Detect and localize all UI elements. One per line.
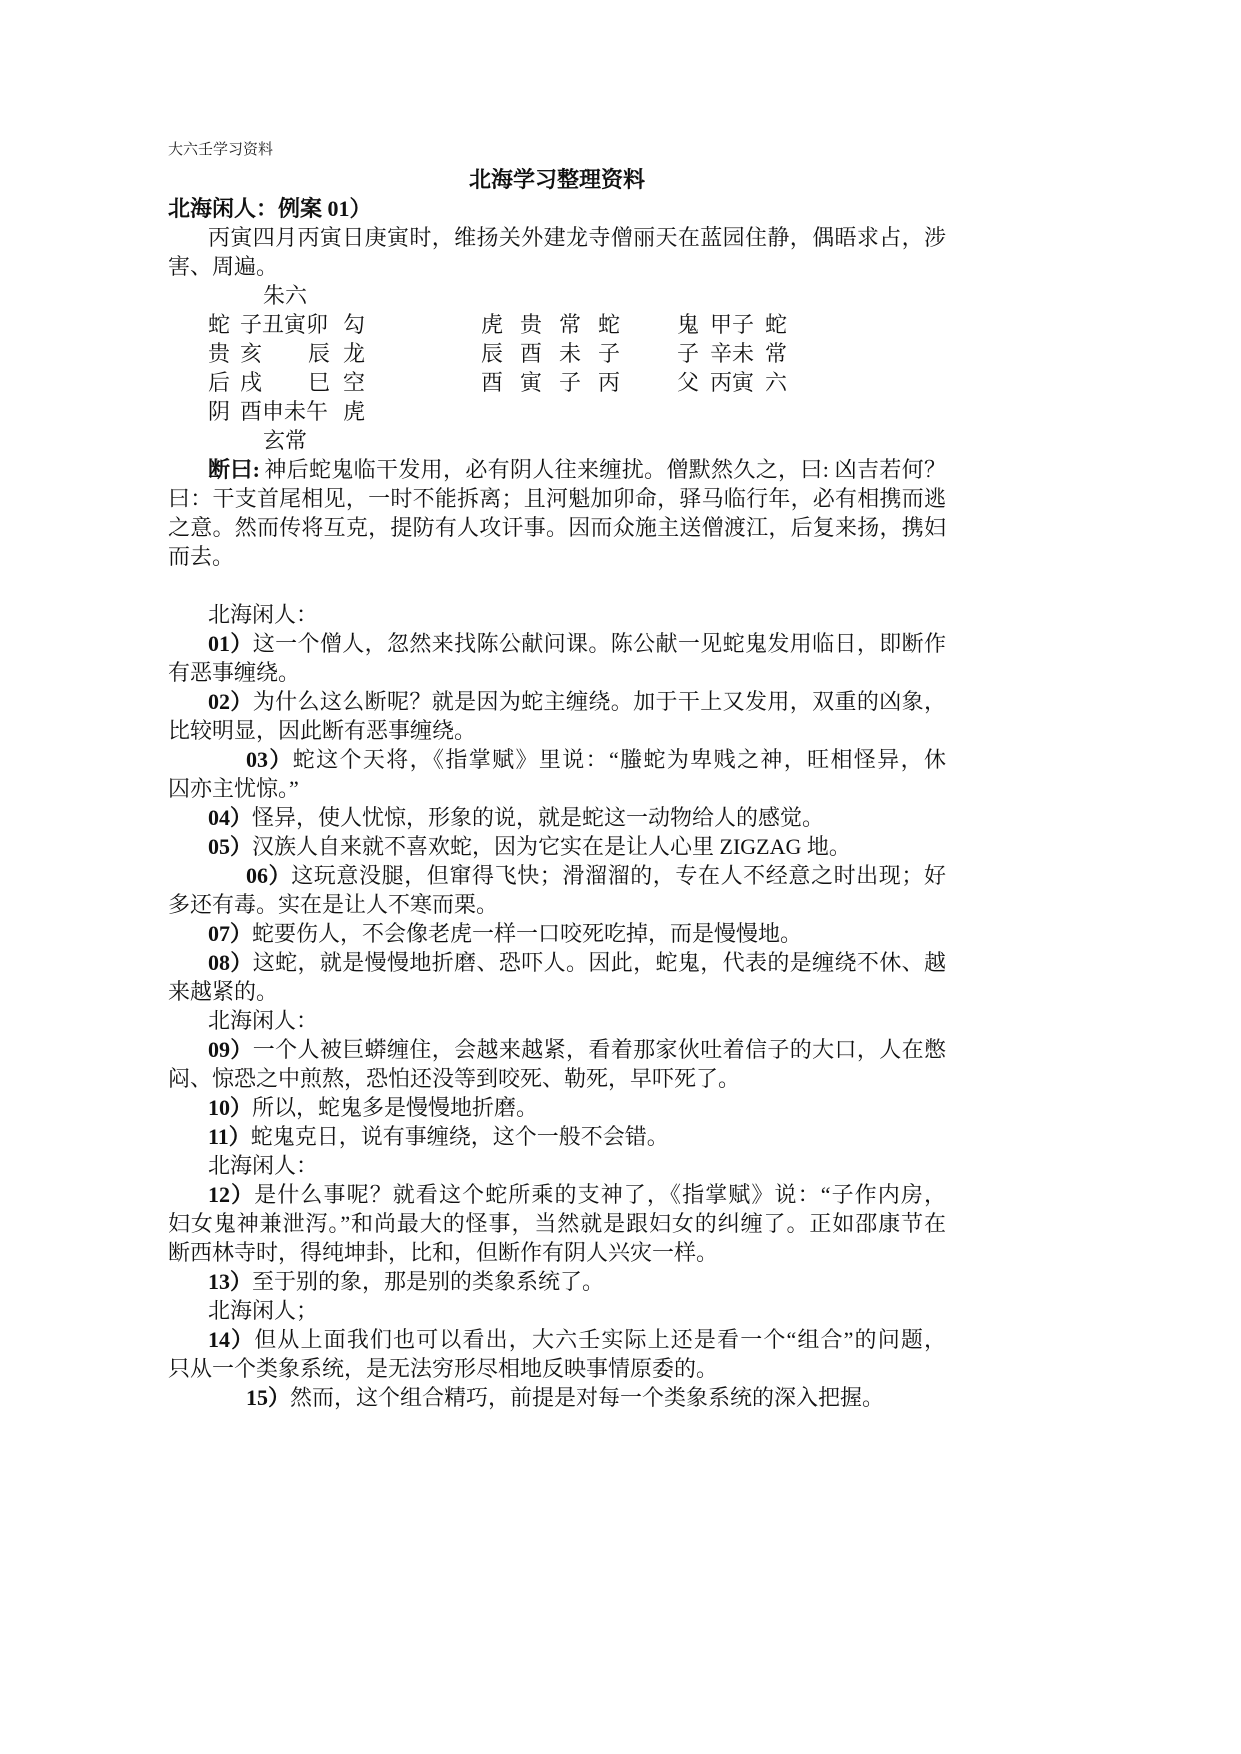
lesson-cell: 寅 — [520, 370, 543, 395]
speaker-label: 北海闲人： — [208, 602, 319, 627]
document-page — [168, 136, 946, 1412]
speaker-label: 北海闲人： — [208, 1153, 319, 1178]
item-number: 12） — [208, 1182, 255, 1207]
plate-general: 虎 — [343, 399, 366, 424]
intro-line: 丙寅四月丙寅日庚寅时，维扬关外建龙寺僧丽天在蓝园住静，偶晤求占，涉 — [208, 225, 946, 250]
item-continuation: 多还有毒。实在是让人不寒而栗。 — [168, 892, 499, 917]
item-continuation: 囚亦主忧惊。” — [168, 776, 299, 801]
item-number: 02） — [208, 689, 253, 714]
judgement-text: 神后蛇鬼临干发用，必有阴人往来缠扰。僧默然久之，曰: 凶吉若何？ — [264, 457, 946, 482]
lesson-cell: 虎 — [481, 312, 504, 337]
lesson-cell: 酉 — [520, 341, 543, 366]
transmission-stem-branch: 辛未 — [710, 341, 755, 366]
item-number: 08） — [208, 950, 253, 975]
intro-line: 害、周遍。 — [168, 254, 279, 279]
transmission-general: 六 — [765, 370, 788, 395]
list-item — [168, 1093, 946, 1122]
list-item — [168, 745, 946, 774]
plate-general: 后 — [208, 370, 231, 395]
transmission-stem-branch: 甲子 — [710, 312, 755, 337]
item-number: 10） — [208, 1095, 253, 1120]
transmission-relation: 子 — [677, 341, 700, 366]
lesson-cell: 贵 — [520, 312, 543, 337]
item-number: 14） — [208, 1327, 255, 1352]
chart-row — [168, 426, 946, 455]
lesson-cell: 常 — [559, 312, 582, 337]
chart-row — [168, 397, 946, 426]
plate-general: 龙 — [343, 341, 366, 366]
item-text: 这玩意没腿，但窜得飞快；滑溜溜的，专在人不经意之时出现；好 — [291, 863, 946, 888]
transmission-relation: 鬼 — [677, 312, 700, 337]
item-text: 但从上面我们也可以看出，大六壬实际上还是看一个“组合”的问题， — [254, 1327, 946, 1352]
list-item — [168, 1325, 946, 1354]
list-item — [168, 919, 946, 948]
item-text: 所以，蛇鬼多是慢慢地折磨。 — [252, 1095, 539, 1120]
chart-row — [168, 339, 946, 368]
transmission-general: 蛇 — [765, 312, 788, 337]
transmission-stem-branch: 丙寅 — [710, 370, 755, 395]
list-item — [168, 629, 946, 658]
item-text: 蛇鬼克日，说有事缠绕，这个一般不会错。 — [250, 1124, 669, 1149]
item-text: 然而，这个组合精巧，前提是对每一个类象系统的深入把握。 — [290, 1385, 885, 1410]
plate-branches: 酉申未午 — [240, 399, 329, 424]
item-continuation: 妇女鬼神兼泄泻。”和尚最大的怪事，当然就是跟妇女的纠缠了。正如邵康节在 — [168, 1211, 946, 1236]
item-text: 这一个僧人，忽然来找陈公献问课。陈公献一见蛇鬼发用临日，即断作 — [252, 631, 946, 656]
item-number: 06） — [246, 863, 292, 888]
item-text: 至于别的象，那是别的类象系统了。 — [252, 1269, 605, 1294]
lesson-cell: 辰 — [481, 341, 504, 366]
item-text: 汉族人自来就不喜欢蛇，因为它实在是让人心里 ZIGZAG 地。 — [252, 834, 851, 859]
lesson-cell: 子 — [559, 370, 582, 395]
list-item — [168, 832, 946, 861]
item-text: 为什么这么断呢？就是因为蛇主缠绕。加于干上又发用，双重的凶象， — [252, 689, 946, 714]
list-item — [168, 1267, 946, 1296]
running-header: 大六壬学习资料 — [168, 142, 274, 158]
list-item — [168, 803, 946, 832]
item-number: 01） — [208, 631, 253, 656]
item-continuation: 来越紧的。 — [168, 979, 279, 1004]
plate-branch: 辰 — [308, 341, 331, 366]
item-text: 蛇这个天将，《指掌赋》里说：“螣蛇为卑贱之神，旺相怪异，休 — [292, 747, 946, 772]
plate-branch: 巳 — [308, 370, 331, 395]
list-item — [168, 1122, 946, 1151]
chart-row — [168, 281, 946, 310]
item-continuation: 闷、惊恐之中煎熬，恐怕还没等到咬死、勒死，早吓死了。 — [168, 1066, 741, 1091]
item-text: 这蛇，就是慢慢地折磨、恐吓人。因此，蛇鬼，代表的是缠绕不休、越 — [252, 950, 946, 975]
chart-row — [168, 368, 946, 397]
item-number: 04） — [208, 805, 253, 830]
lesson-cell: 未 — [559, 341, 582, 366]
lesson-cell: 酉 — [481, 370, 504, 395]
chart-top-generals: 朱六 — [263, 283, 308, 308]
judgement-label: 断曰: — [208, 457, 260, 482]
blank-line — [168, 571, 946, 600]
plate-branches: 子丑寅卯 — [240, 312, 329, 337]
list-item — [168, 687, 946, 716]
item-number: 15） — [246, 1385, 291, 1410]
divination-chart — [168, 281, 946, 455]
judgement-line: 而去。 — [168, 544, 235, 569]
item-continuation: 有恶事缠绕。 — [168, 660, 301, 685]
item-text: 一个人被巨蟒缠住，会越来越紧，看着那家伙吐着信子的大口，人在憋 — [252, 1037, 946, 1062]
item-number: 09） — [208, 1037, 253, 1062]
list-item — [168, 861, 946, 890]
item-number: 03） — [246, 747, 293, 772]
chart-row — [168, 310, 946, 339]
plate-general: 贵 — [208, 341, 231, 366]
lesson-cell: 丙 — [598, 370, 621, 395]
item-continuation: 断西林寺时，得纯坤卦，比和，但断作有阴人兴灾一样。 — [168, 1240, 719, 1265]
judgement-line: 之意。然而传将互克，提防有人攻讦事。因而众施主送僧渡江，后复来扬，携妇 — [168, 515, 946, 540]
plate-branch: 戌 — [240, 370, 263, 395]
chart-bottom-generals: 玄常 — [263, 428, 308, 453]
plate-general: 蛇 — [208, 312, 231, 337]
judgement-line — [168, 455, 946, 484]
item-text: 是什么事呢？就看这个蛇所乘的支神了，《指掌赋》说：“子作内房， — [254, 1182, 946, 1207]
transmission-general: 常 — [765, 341, 788, 366]
speaker-label: 北海闲人： — [208, 1008, 319, 1033]
lesson-cell: 蛇 — [598, 312, 621, 337]
case-heading: 北海闲人：例案 01） — [168, 196, 372, 221]
speaker-label: 北海闲人； — [208, 1298, 319, 1323]
item-number: 07） — [208, 921, 253, 946]
plate-branch: 亥 — [240, 341, 263, 366]
plate-general: 勾 — [343, 312, 366, 337]
item-number: 11） — [208, 1124, 251, 1149]
judgement-line: 曰：干支首尾相见，一时不能拆离；且河魁加卯命，驿马临行年，必有相携而逃 — [168, 486, 946, 511]
list-item — [168, 1383, 946, 1412]
item-continuation: 比较明显，因此断有恶事缠绕。 — [168, 718, 477, 743]
item-continuation: 只从一个类象系统，是无法穷形尽相地反映事情原委的。 — [168, 1356, 719, 1381]
item-text: 蛇要伤人，不会像老虎一样一口咬死吃掉，而是慢慢地。 — [252, 921, 803, 946]
item-number: 13） — [208, 1269, 253, 1294]
item-number: 05） — [208, 834, 253, 859]
list-item — [168, 1035, 946, 1064]
transmission-relation: 父 — [677, 370, 700, 395]
list-item — [168, 1180, 946, 1209]
plate-general: 阴 — [208, 399, 231, 424]
item-text: 怪异，使人忧惊，形象的说，就是蛇这一动物给人的感觉。 — [252, 805, 825, 830]
lesson-cell: 子 — [598, 341, 621, 366]
document-title: 北海学习整理资料 — [468, 167, 645, 192]
plate-general: 空 — [343, 370, 366, 395]
list-item — [168, 948, 946, 977]
